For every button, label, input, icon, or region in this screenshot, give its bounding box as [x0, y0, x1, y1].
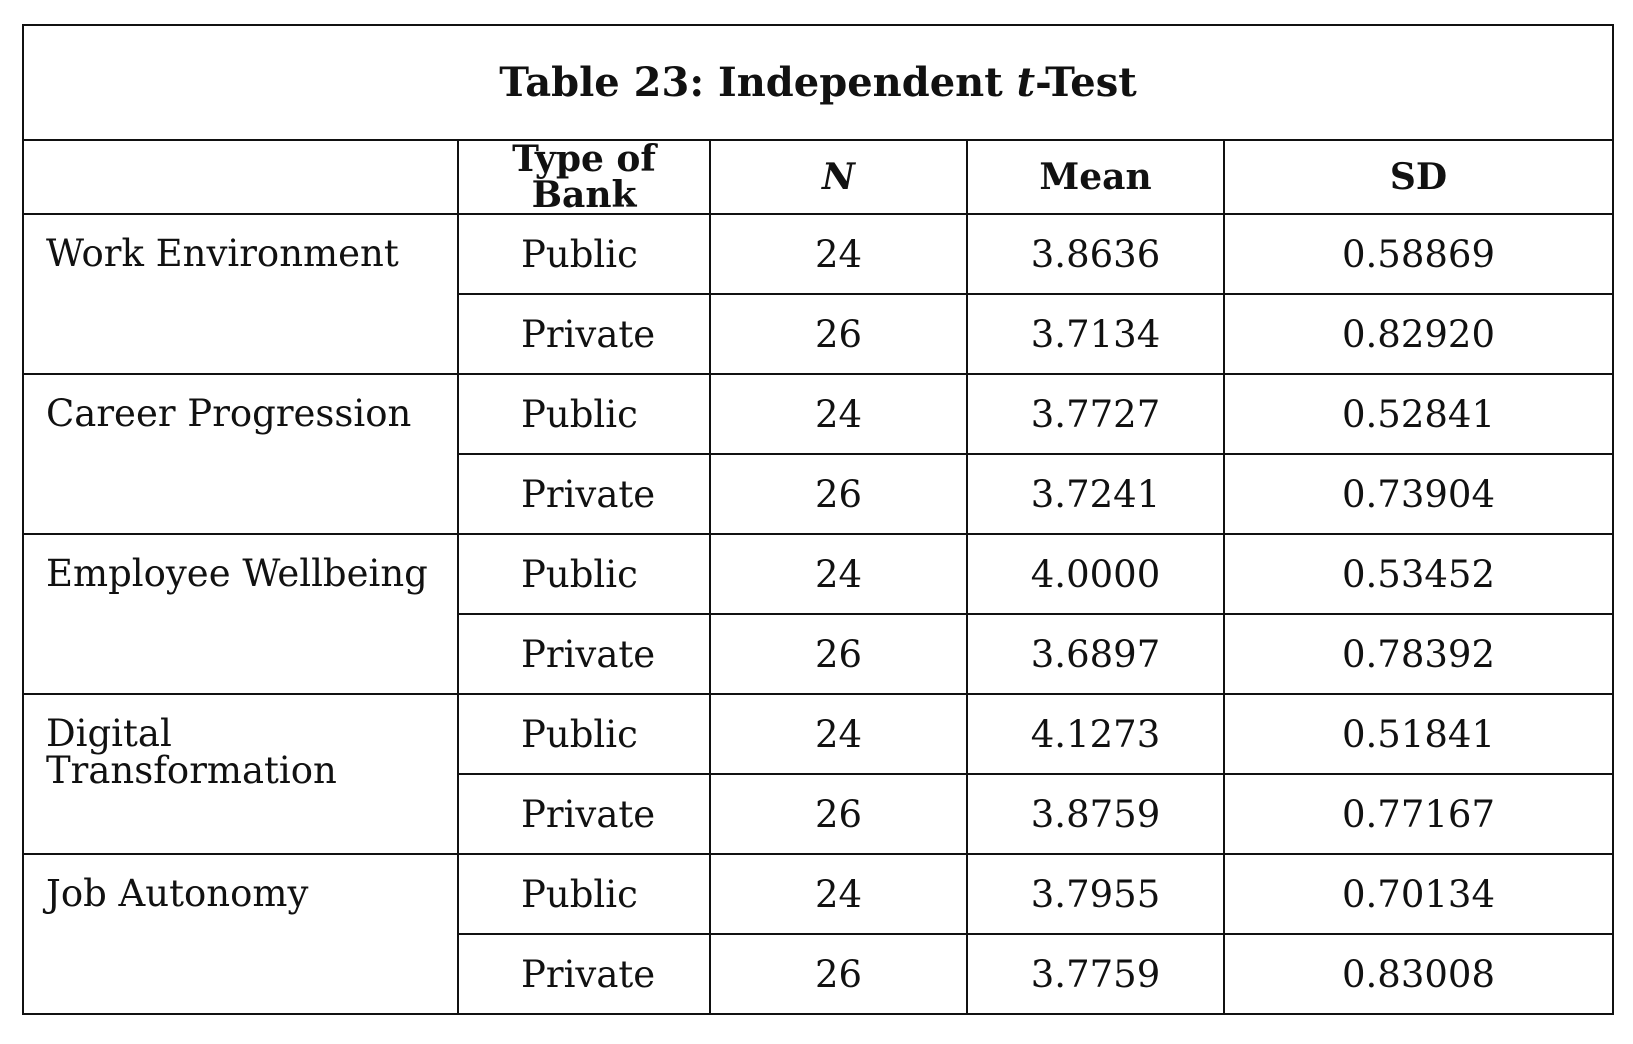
table-row [23, 854, 1613, 934]
table-body [23, 214, 1613, 1014]
n-cell: 24 [710, 854, 967, 934]
mean-cell: 3.7241 [967, 454, 1224, 534]
sd-cell: 0.73904 [1224, 454, 1613, 534]
n-cell: 26 [710, 294, 967, 374]
mean-cell: 3.7759 [967, 934, 1224, 1014]
header-variable [23, 140, 458, 214]
bank-type-cell: Private [458, 934, 710, 1014]
sd-cell: 0.83008 [1224, 934, 1613, 1014]
mean-cell: 3.7955 [967, 854, 1224, 934]
n-cell: 26 [710, 454, 967, 534]
header-n: N [710, 140, 967, 214]
header-type-of-bank: Type of Bank [458, 140, 710, 214]
bank-type-cell: Private [458, 454, 710, 534]
n-cell: 24 [710, 214, 967, 294]
column-header-row [23, 140, 1613, 214]
header-mean: Mean [967, 140, 1224, 214]
mean-cell: 3.7134 [967, 294, 1224, 374]
sd-cell: 0.53452 [1224, 534, 1613, 614]
variable-label: Employee Wellbeing [23, 534, 458, 694]
mean-cell: 4.1273 [967, 694, 1224, 774]
table-row [23, 534, 1613, 614]
n-cell: 24 [710, 534, 967, 614]
bank-type-cell: Public [458, 854, 710, 934]
variable-label: Job Autonomy [23, 854, 458, 1014]
n-cell: 26 [710, 614, 967, 694]
independent-t-test-table [22, 24, 1614, 1015]
variable-label: Digital Transformation [23, 694, 458, 854]
mean-cell: 3.6897 [967, 614, 1224, 694]
n-cell: 26 [710, 934, 967, 1014]
n-cell: 24 [710, 374, 967, 454]
bank-type-cell: Private [458, 294, 710, 374]
table-row [23, 374, 1613, 454]
bank-type-cell: Private [458, 614, 710, 694]
bank-type-cell: Public [458, 694, 710, 774]
table-row [23, 694, 1613, 774]
table-title-prefix: Table 23: Independent [499, 58, 1017, 106]
sd-cell: 0.58869 [1224, 214, 1613, 294]
sd-cell: 0.78392 [1224, 614, 1613, 694]
n-cell: 26 [710, 774, 967, 854]
mean-cell: 3.7727 [967, 374, 1224, 454]
n-cell: 24 [710, 694, 967, 774]
sd-cell: 0.70134 [1224, 854, 1613, 934]
mean-cell: 3.8636 [967, 214, 1224, 294]
sd-cell: 0.77167 [1224, 774, 1613, 854]
mean-cell: 4.0000 [967, 534, 1224, 614]
mean-cell: 3.8759 [967, 774, 1224, 854]
bank-type-cell: Private [458, 774, 710, 854]
variable-label: Work Environment [23, 214, 458, 374]
table-title-suffix: -Test [1035, 58, 1137, 106]
sd-cell: 0.82920 [1224, 294, 1613, 374]
table-title-row [23, 25, 1613, 140]
variable-label: Career Progression [23, 374, 458, 534]
sd-cell: 0.51841 [1224, 694, 1613, 774]
table-title-italic: t [1016, 58, 1036, 106]
table-row [23, 214, 1613, 294]
bank-type-cell: Public [458, 374, 710, 454]
sd-cell: 0.52841 [1224, 374, 1613, 454]
header-sd: SD [1224, 140, 1613, 214]
table-title [23, 25, 1613, 140]
bank-type-cell: Public [458, 534, 710, 614]
bank-type-cell: Public [458, 214, 710, 294]
